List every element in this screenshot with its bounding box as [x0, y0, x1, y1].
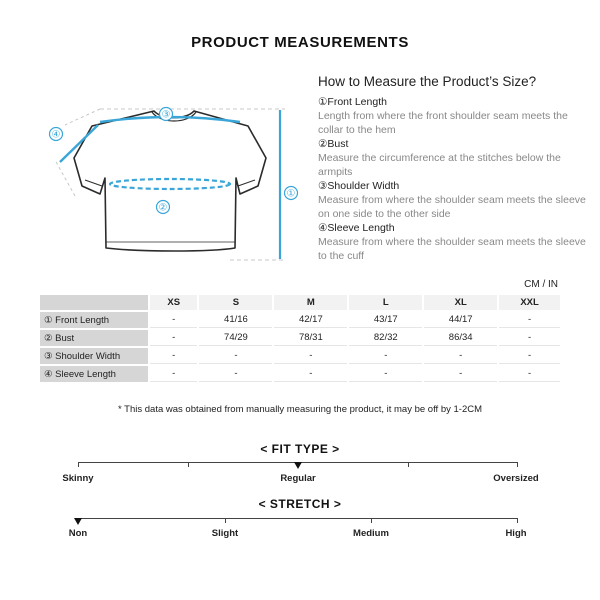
fit-type-label-regular: Regular — [280, 473, 316, 484]
table-cell: - — [499, 348, 560, 364]
table-cell: - — [150, 366, 197, 382]
marker-1-label: ① — [286, 188, 296, 200]
guide-line-sleeve-b — [55, 160, 75, 196]
fit-type-marker — [294, 462, 302, 469]
fit-type-tick — [78, 462, 79, 467]
howto-item-desc: Length from where the front shoulder seam meets the collar to the hem — [318, 110, 568, 136]
howto-item-sleeve-length — [318, 221, 588, 263]
size-header: M — [274, 295, 347, 310]
howto-item-title: ③Shoulder Width — [318, 180, 400, 192]
table-cell: - — [150, 348, 197, 364]
table-cell: 43/17 — [349, 312, 422, 328]
table-row — [40, 348, 560, 364]
stretch-label-high: High — [505, 528, 527, 539]
howto-item-shoulder-width — [318, 179, 588, 221]
tshirt-outline — [74, 111, 266, 251]
howto-item-desc: Measure from where the shoulder seam meets the sleeve to the cuff — [318, 236, 586, 262]
table-cell: 78/31 — [274, 330, 347, 346]
size-header: XXL — [499, 295, 560, 310]
table-cell: - — [150, 312, 197, 328]
howto-item-title: ①Front Length — [318, 96, 387, 108]
fit-type-label-skinny: Skinny — [62, 473, 94, 484]
size-header: S — [199, 295, 272, 310]
table-corner — [40, 295, 148, 310]
marker-3-label: ③ — [161, 109, 171, 121]
table-cell: - — [199, 366, 272, 382]
howto-panel — [318, 74, 588, 263]
row-label: ③ Shoulder Width — [40, 348, 148, 364]
row-label: ① Front Length — [40, 312, 148, 328]
page-title: PRODUCT MEASUREMENTS — [191, 34, 409, 51]
table-cell: - — [274, 366, 347, 382]
size-header: XS — [150, 295, 197, 310]
fit-type-title: < FIT TYPE > — [260, 442, 340, 456]
table-row — [40, 312, 560, 328]
table-cell: - — [274, 348, 347, 364]
stretch-marker — [74, 518, 82, 525]
table-cell: - — [424, 348, 497, 364]
table-cell: - — [199, 348, 272, 364]
howto-item-desc: Measure the circumference at the stitches below the armpits — [318, 152, 561, 178]
size-header: XL — [424, 295, 497, 310]
marker-2-label: ② — [158, 202, 168, 214]
tshirt-diagram — [40, 100, 310, 270]
howto-heading: How to Measure the Product’s Size? — [318, 74, 537, 89]
table-cell: - — [424, 366, 497, 382]
table-cell: - — [150, 330, 197, 346]
stretch-label-slight: Slight — [211, 528, 239, 539]
howto-item-desc: Measure from where the shoulder seam meets the sleeve on one side to the other side — [318, 194, 586, 220]
guide-line-sleeve-a — [65, 109, 100, 125]
stretch-scale-line — [78, 518, 518, 519]
stretch-tick — [371, 518, 372, 523]
fit-type-label-oversized: Oversized — [493, 473, 539, 484]
table-cell: 74/29 — [199, 330, 272, 346]
size-header: L — [349, 295, 422, 310]
table-cell: 86/34 — [424, 330, 497, 346]
howto-item-bust — [318, 137, 588, 179]
table-row — [40, 330, 560, 346]
table-row — [40, 366, 560, 382]
units-label: CM / IN — [524, 279, 558, 290]
fit-type-tick — [188, 462, 189, 467]
table-cell: 44/17 — [424, 312, 497, 328]
table-cell: - — [499, 312, 560, 328]
size-header-row — [40, 295, 560, 310]
marker-4-label: ④ — [51, 129, 61, 141]
table-cell: - — [499, 366, 560, 382]
howto-item-title: ②Bust — [318, 138, 349, 150]
tshirt-drawing — [40, 100, 310, 270]
fit-type-tick — [408, 462, 409, 467]
table-cell: 82/32 — [349, 330, 422, 346]
fit-type-tick — [517, 462, 518, 467]
table-cell: 42/17 — [274, 312, 347, 328]
stretch-label-medium: Medium — [353, 528, 389, 539]
row-label: ④ Sleeve Length — [40, 366, 148, 382]
measurement-note: * This data was obtained from manually measuring the product, it may be off by 1-2CM — [118, 404, 482, 415]
stretch-tick — [517, 518, 518, 523]
table-cell: - — [499, 330, 560, 346]
stretch-title: < STRETCH > — [258, 497, 342, 511]
row-label: ② Bust — [40, 330, 148, 346]
table-cell: 41/16 — [199, 312, 272, 328]
table-cell: - — [349, 366, 422, 382]
table-cell: - — [349, 348, 422, 364]
howto-item-front-length — [318, 95, 588, 137]
stretch-label-non: Non — [68, 528, 88, 539]
stretch-tick — [225, 518, 226, 523]
howto-item-title: ④Sleeve Length — [318, 222, 395, 234]
size-table — [38, 293, 562, 384]
